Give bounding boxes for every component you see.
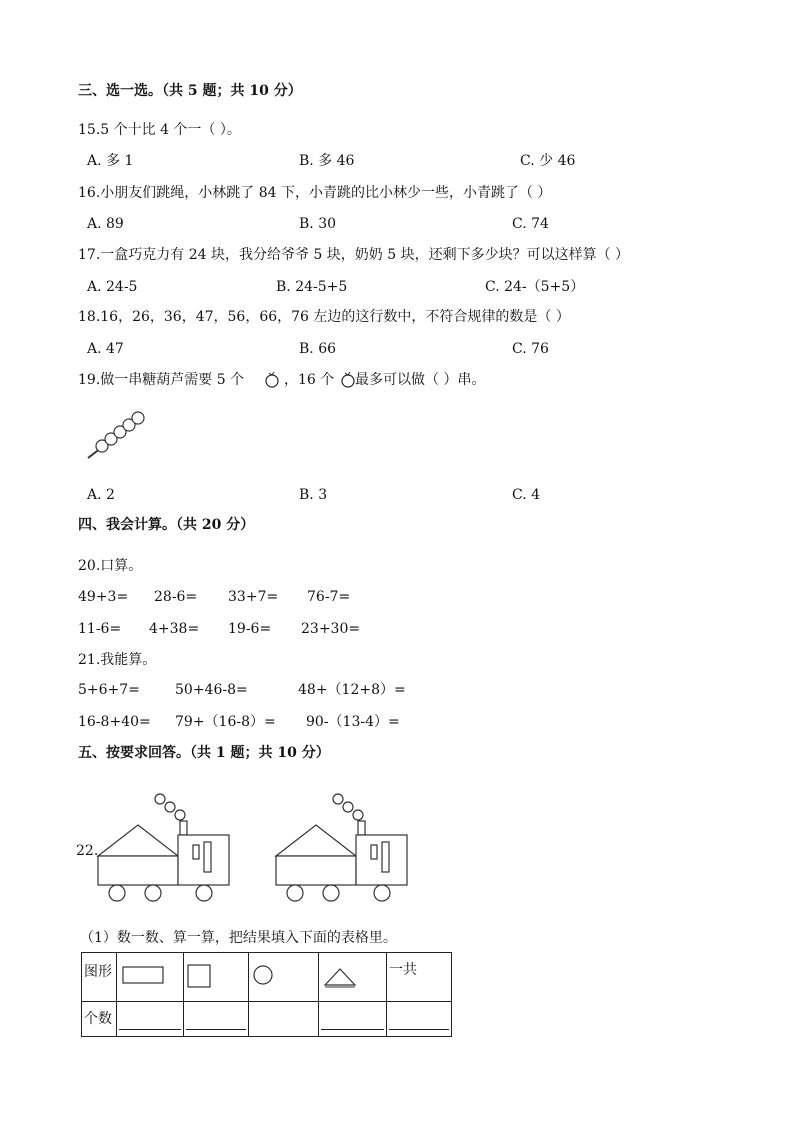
- section-3-title: 三、选一选。（共 5 题；共 10 分）: [78, 83, 302, 99]
- section-4-title: 四、我会计算。（共 20 分）: [78, 517, 255, 533]
- q22-label: 22.: [76, 843, 99, 859]
- q15-option-a[interactable]: A. 多 1: [87, 153, 134, 169]
- section-5-title: 五、按要求回答。（共 1 题；共 10 分）: [78, 745, 330, 761]
- q20-expr: 11-6=: [78, 621, 122, 637]
- answer-cell-total[interactable]: [387, 1002, 452, 1037]
- q19-stem-part1: 19.做一串糖葫芦需要 5 个: [78, 372, 245, 388]
- q16-option-c[interactable]: C. 74: [512, 216, 549, 232]
- q18-option-b[interactable]: B. 66: [299, 341, 337, 357]
- q21-expr: 16-8+40=: [78, 714, 151, 730]
- table-cell-rectangle: [117, 953, 184, 1002]
- trains-illustration: [94, 790, 414, 904]
- q20-expr: 23+30=: [301, 621, 361, 637]
- table-cell-total: [387, 953, 452, 1002]
- train-drawing-2: [276, 794, 407, 901]
- q16-stem: 16.小朋友们跳绳，小林跳了 84 下，小青跳的比小林少一些，小青跳了（ ）: [78, 185, 552, 201]
- q17-option-b[interactable]: B. 24-5+5: [276, 279, 348, 295]
- total-label: 一共: [389, 962, 417, 978]
- q21-title: 21.我能算。: [78, 652, 157, 668]
- q15-stem: 15.5 个十比 4 个一（ ）。: [78, 122, 241, 138]
- table-header-shape-label: [82, 953, 117, 1002]
- q21-expr: 48+（12+8）=: [298, 682, 406, 698]
- rectangle-shape-icon: [117, 953, 183, 997]
- q19-stem-part2: ，16 个: [284, 372, 335, 388]
- hawthorn-ball-icon: [262, 370, 282, 390]
- q16-option-b[interactable]: B. 30: [299, 216, 337, 232]
- q17-option-c[interactable]: C. 24-（5+5）: [485, 279, 585, 295]
- table-cell-circle: [249, 953, 319, 1002]
- table-row-count-label: [82, 1002, 117, 1037]
- q18-option-a[interactable]: A. 47: [87, 341, 124, 357]
- q15-option-c[interactable]: C. 少 46: [520, 153, 576, 169]
- train-drawing: [98, 794, 229, 901]
- q20-title: 20.口算。: [78, 558, 143, 574]
- q20-expr: 49+3=: [78, 589, 129, 605]
- square-shape-icon: [184, 953, 248, 997]
- q19-option-b[interactable]: B. 3: [299, 487, 328, 503]
- answer-cell-circle[interactable]: [249, 1002, 319, 1037]
- circle-shape-icon: [249, 953, 318, 997]
- q19-option-a[interactable]: A. 2: [87, 487, 115, 503]
- q18-stem: 18.16，26，36，47，56，66，76 左边的这行数中，不符合规律的数是（ ）: [78, 309, 570, 325]
- q21-expr: 50+46-8=: [175, 682, 248, 698]
- answer-cell-triangle[interactable]: [319, 1002, 387, 1037]
- q21-expr: 79+（16-8）=: [175, 714, 276, 730]
- q21-expr: 90-（13-4）=: [306, 714, 400, 730]
- q16-option-a[interactable]: A. 89: [87, 216, 124, 232]
- shape-label: 图形: [84, 964, 112, 980]
- table-cell-square: [184, 953, 249, 1002]
- q20-expr: 33+7=: [228, 589, 279, 605]
- q15-option-b[interactable]: B. 多 46: [299, 153, 355, 169]
- answer-cell-rectangle[interactable]: [117, 1002, 184, 1037]
- tanghulu-skewer-illustration: [84, 408, 154, 462]
- q20-expr: 28-6=: [154, 589, 198, 605]
- triangle-shape-icon: [319, 953, 386, 997]
- q17-option-a[interactable]: A. 24-5: [87, 279, 138, 295]
- count-table: [81, 952, 452, 1037]
- q22-sub1: （1）数一数、算一算，把结果填入下面的表格里。: [80, 930, 397, 946]
- count-label: 个数: [84, 1011, 112, 1027]
- table-cell-triangle: [319, 953, 387, 1002]
- q20-expr: 4+38=: [149, 621, 200, 637]
- q19-option-c[interactable]: C. 4: [512, 487, 541, 503]
- answer-cell-square[interactable]: [184, 1002, 249, 1037]
- q17-stem: 17.一盒巧克力有 24 块，我分给爷爷 5 块，奶奶 5 块，还剩下多少块？可以这样算（ ）: [78, 247, 630, 263]
- q19-stem-part3: 最多可以做（ ）串。: [355, 372, 486, 388]
- q20-expr: 76-7=: [307, 589, 351, 605]
- q20-expr: 19-6=: [228, 621, 272, 637]
- q21-expr: 5+6+7=: [78, 682, 140, 698]
- q18-option-c[interactable]: C. 76: [512, 341, 549, 357]
